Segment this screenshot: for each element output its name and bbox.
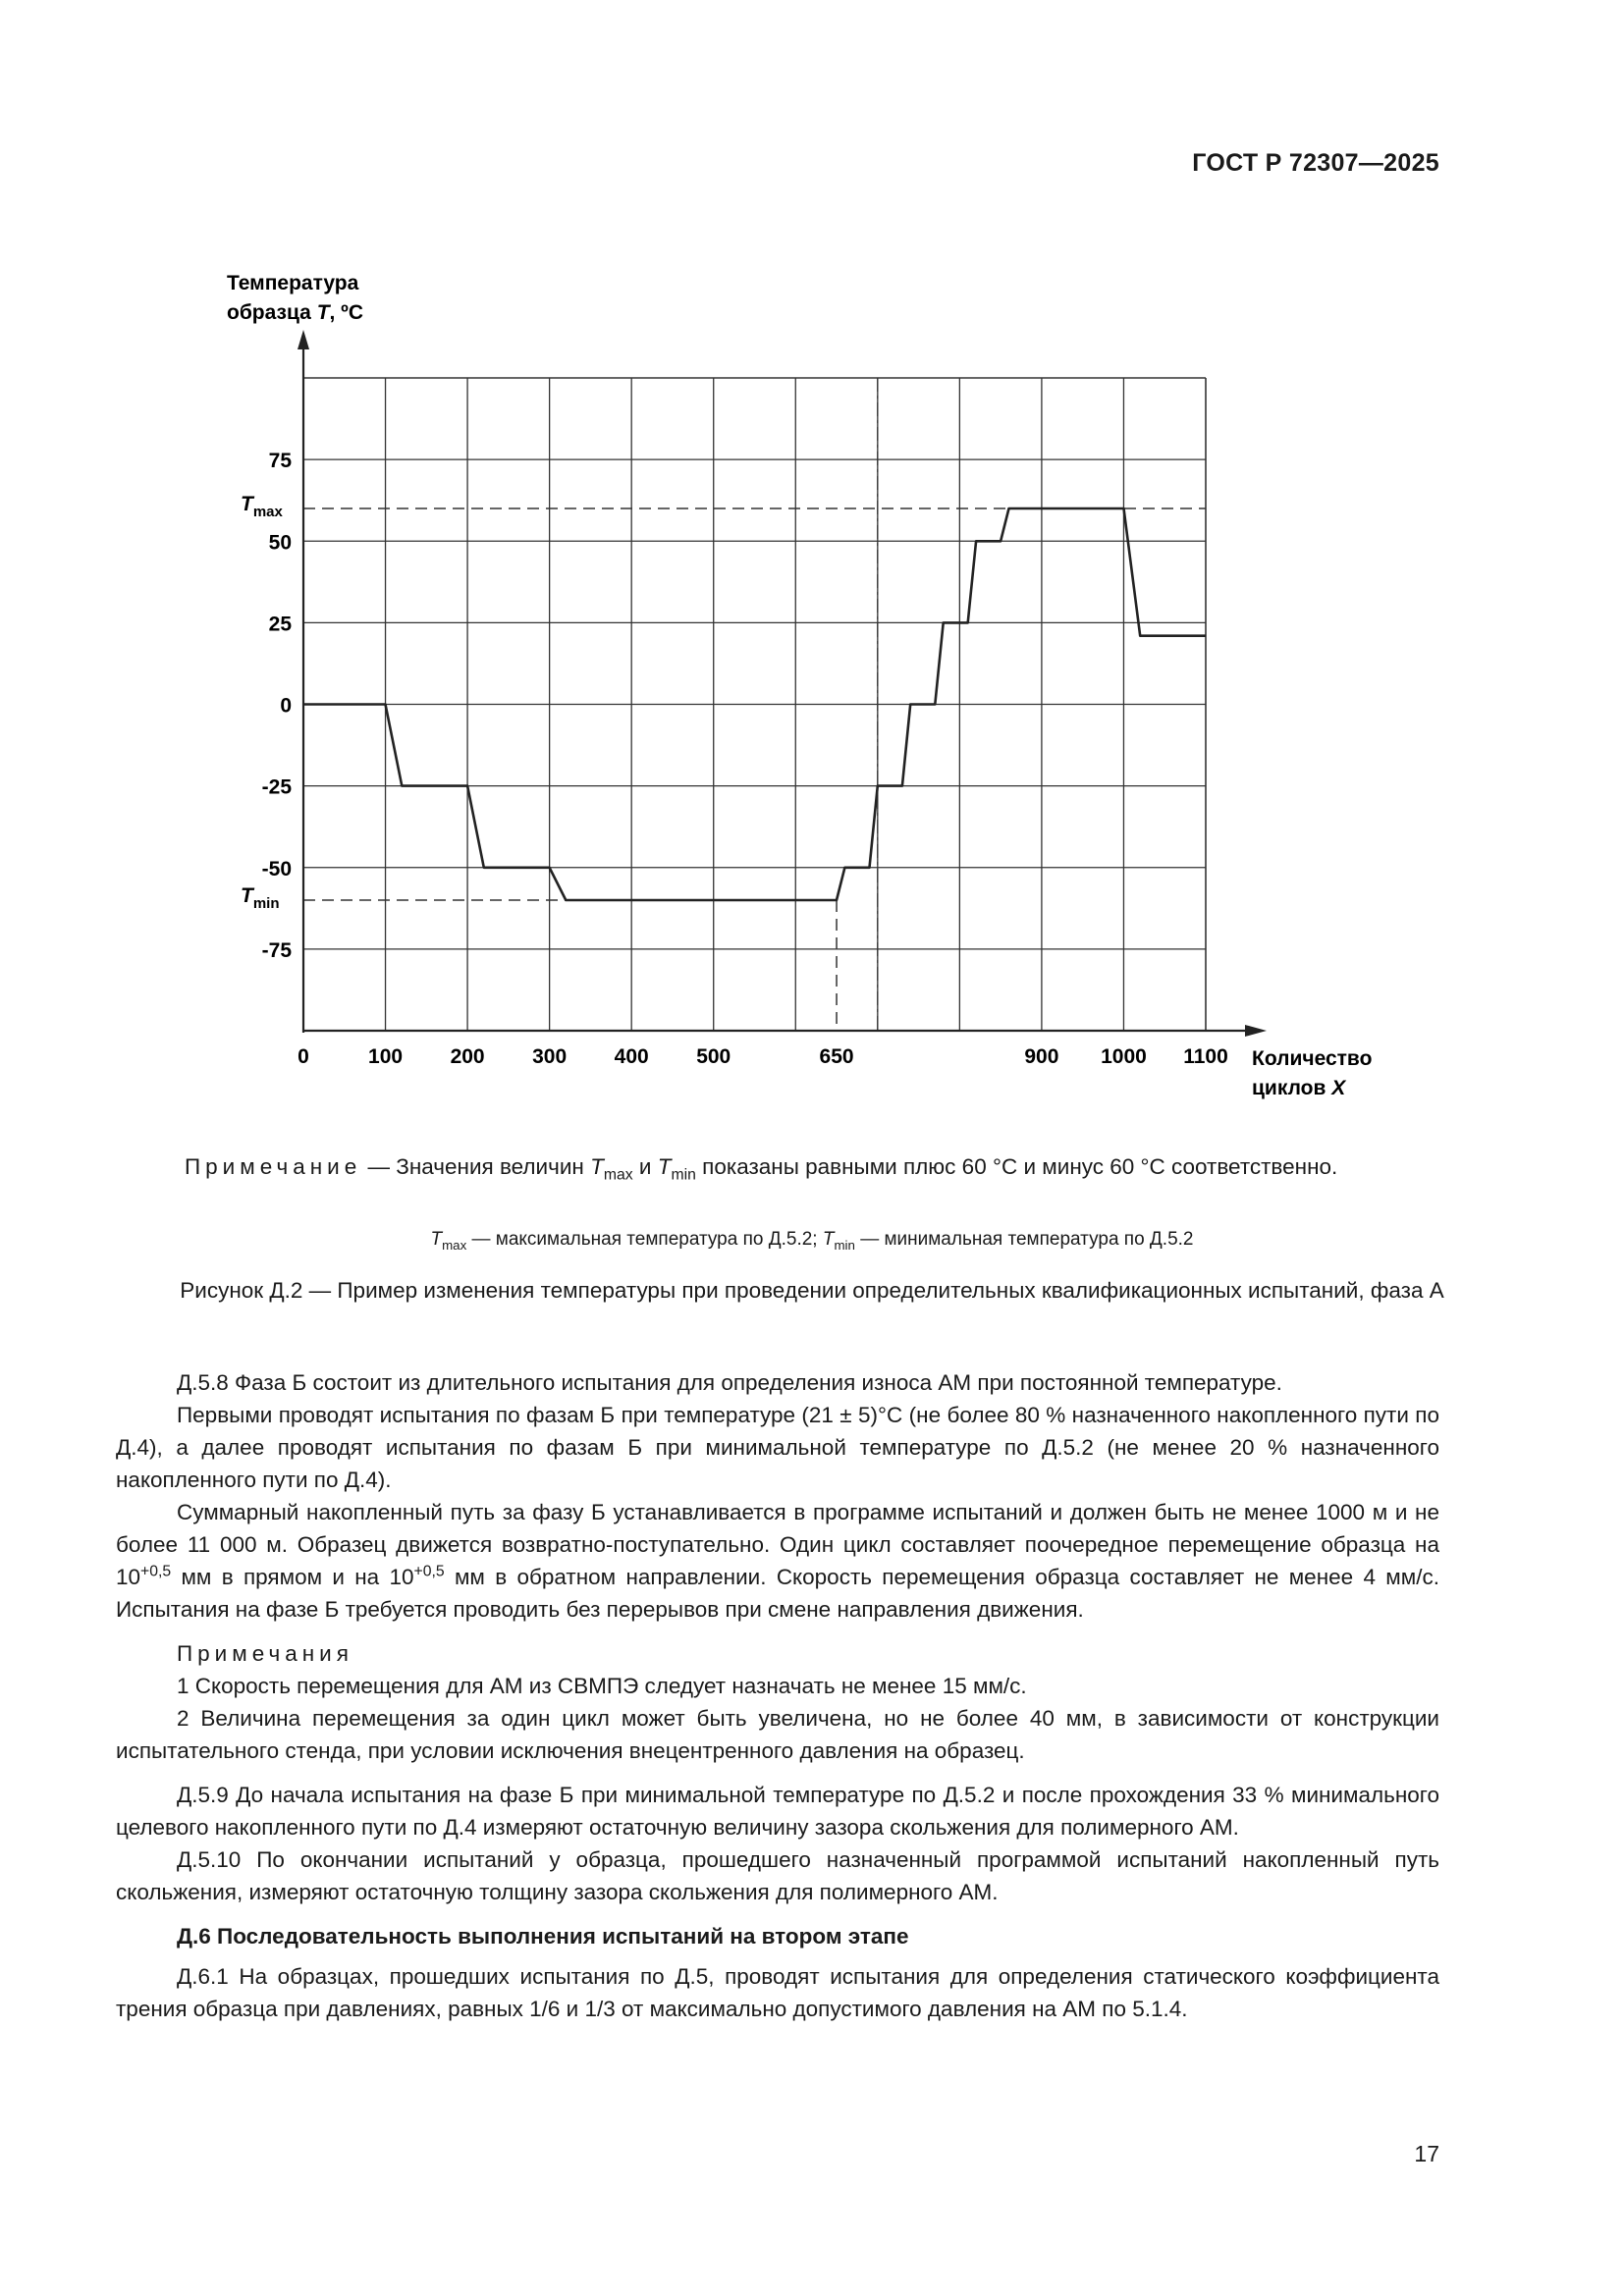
x-tick-labels (298, 1045, 1228, 1068)
figure-caption: Рисунок Д.2 — Пример изменения температуры при проведении определительных квалификационных испытаний, фаза А (180, 1278, 1444, 1303)
paragraph-d510: Д.5.10 По окончании испытаний у образца, прошедшего назначенный программой испытаний накопленный путь скольжения, измеряют остаточную толщину зазора скольжения для полимерного АМ. (116, 1847, 1439, 1904)
x-axis-label-line2: циклов X (1252, 1077, 1346, 1099)
x-tick-label: 400 (614, 1045, 649, 1068)
figure-legend: $T_{max}$ — максимальная температура по Д.5.2; $T_{min}$ — минимальная температура по Д.5.2 (430, 1229, 1194, 1253)
y-tick-labels (262, 450, 293, 962)
x-tick-label: 900 (1024, 1045, 1059, 1068)
page-number: 17 (1414, 2141, 1439, 2166)
note-2: 2 Величина перемещения за один цикл может быть увеличена, но не более 40 мм, в зависимости от конструкции испытательного стенда, при условии исключения внецентренного давления на образец. (116, 1706, 1439, 1763)
y-tick-label: 50 (268, 531, 292, 555)
chart-axes (298, 330, 1267, 1037)
paragraph-phase-b-order: Первыми проводят испытания по фазам Б при температуре (21 ± 5)°С (не более 80 % назначенного накопленного пути по Д.4), а далее проводят испытания по фазам Б при минимальной температуре по Д.5.2 (не менее 20 % назначенного накопленного пути по Д.4). (116, 1403, 1439, 1492)
x-tick-label: 300 (532, 1045, 568, 1068)
y-tick-label: -50 (261, 857, 292, 881)
tmax-label: $T_{max}$ (241, 493, 283, 520)
note-1: 1 Скорость перемещения для АМ из СВМПЭ следует назначать не менее 15 мм/с. (177, 1674, 1027, 1698)
x-tick-label: 0 (298, 1045, 309, 1068)
y-axis-arrow (298, 330, 309, 349)
paragraph-d61: Д.6.1 На образцах, прошедших испытания по Д.5, проводят испытания для определения статического коэффициента трения образца при давлениях, равных 1/6 и 1/3 от максимально допустимого давления на АМ по 5.1.4. (116, 1964, 1439, 2021)
y-axis-label-line1: Температура (227, 272, 359, 294)
x-axis-arrow (1245, 1025, 1267, 1037)
body-text (116, 1366, 1439, 2025)
x-tick-label: 100 (368, 1045, 404, 1068)
y-tick-label: -75 (261, 938, 292, 962)
x-tick-label: 1000 (1101, 1045, 1147, 1068)
figure-note: Примечание — Значения величин $T_{max}$ и $T_{min}$ показаны равными плюс 60 °С и минус 60 °С соответственно. (185, 1154, 1338, 1184)
x-tick-label: 200 (450, 1045, 485, 1068)
chart-reference-lines (303, 508, 1206, 1031)
y-axis-label-line2: образца T, ºC (227, 301, 364, 324)
x-tick-label: 500 (696, 1045, 731, 1068)
y-tick-label: 25 (268, 613, 292, 636)
tmin-label: $T_{min}$ (241, 884, 280, 912)
paragraph-total-path: Суммарный накопленный путь за фазу Б устанавливается в программе испытаний и должен быть не менее 1000 м и не более 11 000 м. Образец движется возвратно-поступательно. Один цикл составляет поочередное перемещение образца на $10^{+0,5}$ мм в прямом и на $10^{+0,5}$ мм в обратном направлении. Скорость перемещения образца составляет не менее 4 мм/с. Испытания на фазе Б требуется проводить без перерывов при смене направления движения. (116, 1500, 1439, 1622)
document-id-header: ГОСТ Р 72307—2025 (1192, 149, 1439, 177)
notes-heading: Примечания (177, 1641, 353, 1666)
y-tick-label: 0 (280, 694, 292, 718)
chart-grid (303, 378, 1206, 1031)
section-title-d6: Д.6 Последовательность выполнения испытаний на втором этапе (177, 1924, 909, 1949)
y-tick-label: -25 (261, 775, 292, 799)
x-axis-label-line1: Количество (1252, 1047, 1373, 1070)
paragraph-d58: Д.5.8 Фаза Б состоит из длительного испытания для определения износа АМ при постоянной температуре. (177, 1370, 1282, 1395)
paragraph-d59: Д.5.9 До начала испытания на фазе Б при минимальной температуре по Д.5.2 и после прохождения 33 % минимального целевого накопленного пути по Д.4 измеряют остаточную величину зазора скольжения для полимерного АМ. (116, 1783, 1439, 1840)
x-tick-label: 650 (819, 1045, 854, 1068)
y-tick-label: 75 (268, 450, 292, 473)
x-tick-label: 1100 (1183, 1045, 1228, 1068)
